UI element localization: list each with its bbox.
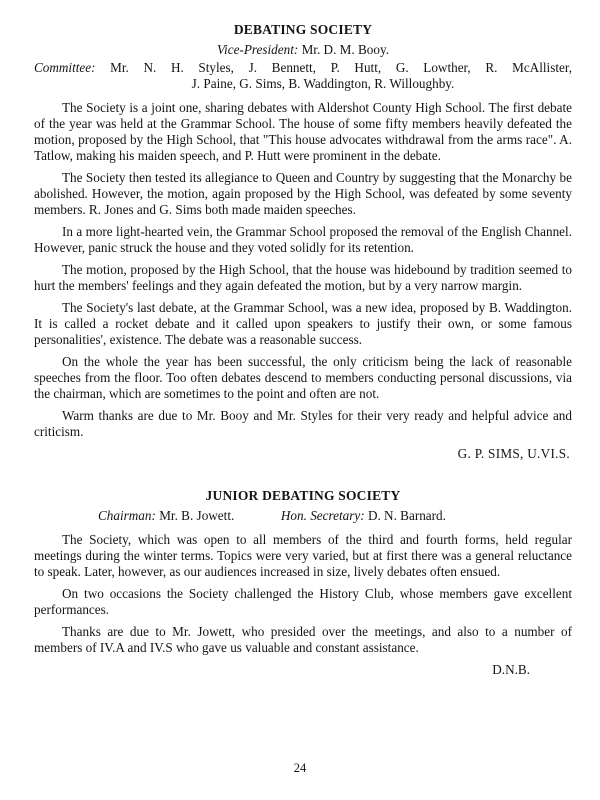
vice-president-line — [34, 42, 572, 58]
paragraph: The Society's last debate, at the Grammar School, was a new idea, proposed by B. Waddington. It is called a rocket debate and it called upon speakers to justify their own, or some famous personalities', existence. The debate was a reasonable success. — [34, 300, 572, 347]
paragraph: The Society then tested its allegiance to Queen and Country by suggesting that the Monarchy be abolished. However, the motion, again proposed by the High School, was defeated by some seventy members. R. Jones and G. Sims both made maiden speeches. — [34, 170, 572, 217]
signature: G. P. SIMS, U.VI.S. — [457, 446, 570, 461]
committee-members-1: Mr. N. H. Styles, J. Bennett, P. Hutt, G. Lowther, R. McAllister, — [110, 60, 572, 75]
paragraph: Warm thanks are due to Mr. Booy and Mr. Styles for their very ready and helpful advice and criticism. — [34, 408, 572, 439]
secretary-role: Hon. Secretary: — [280, 508, 365, 523]
paragraph: Thanks are due to Mr. Jowett, who presided over the meetings, and also to a number of members of IV.A and IV.S who gave us valuable and constant assistance. — [34, 624, 572, 655]
paragraph: The Society is a joint one, sharing debates with Aldershot County High School. The first debate of the year was held at the Grammar School. The house of some fifty members heavily defeated the motion, proposed by the High School, that "This house advocates withdrawal from the arms race". A. Tatlow, making his maiden speech, and P. Hutt were prominent in the debate. — [34, 100, 572, 163]
paragraph: On the whole the year has been successful, the only criticism being the lack of reasonable speeches from the floor. Too often debates descend to members conducting personal discussions, via the chairman, which are sometimes to the point and often are not. — [34, 354, 572, 401]
committee-block — [34, 60, 572, 92]
vice-president-role: Vice-President: — [216, 42, 299, 57]
paragraph: In a more light-hearted vein, the Grammar School proposed the removal of the English Channel. However, panic struck the house and they voted solidly for its retention. — [34, 224, 572, 255]
committee-role: Committee: — [34, 60, 96, 75]
paragraph: The Society, which was open to all members of the third and fourth forms, held regular meetings during the winter terms. Topics were very varied, but at first there was a general reluctance to speak. Later, however, as our audiences increased in size, lively debates often ensued. — [34, 532, 572, 579]
page-number: 24 — [293, 761, 307, 775]
vice-president-name: Mr. D. M. Booy. — [301, 42, 389, 57]
paragraph: The motion, proposed by the High School, that the house was hidebound by tradition seemed to hurt the members' feelings and they again defeated the motion, but by a very narrow margin. — [34, 262, 572, 293]
paragraph: On two occasions the Society challenged the History Club, whose members gave excellent performances. — [34, 586, 572, 617]
signature-initials: D.N.B. — [492, 662, 530, 677]
chairman-name: Mr. B. Jowett. — [159, 508, 235, 523]
officers-line — [34, 508, 572, 524]
debating-society-section — [34, 22, 572, 462]
section-heading: DEBATING SOCIETY — [233, 22, 373, 37]
committee-line-1 — [34, 60, 572, 76]
chairman-role: Chairman: — [98, 508, 156, 523]
junior-debating-society-section — [34, 488, 572, 678]
committee-members-2: J. Paine, G. Sims, B. Waddington, R. Willoughby. — [191, 76, 455, 91]
secretary-name: D. N. Barnard. — [367, 508, 446, 523]
section-heading: JUNIOR DEBATING SOCIETY — [205, 488, 401, 503]
